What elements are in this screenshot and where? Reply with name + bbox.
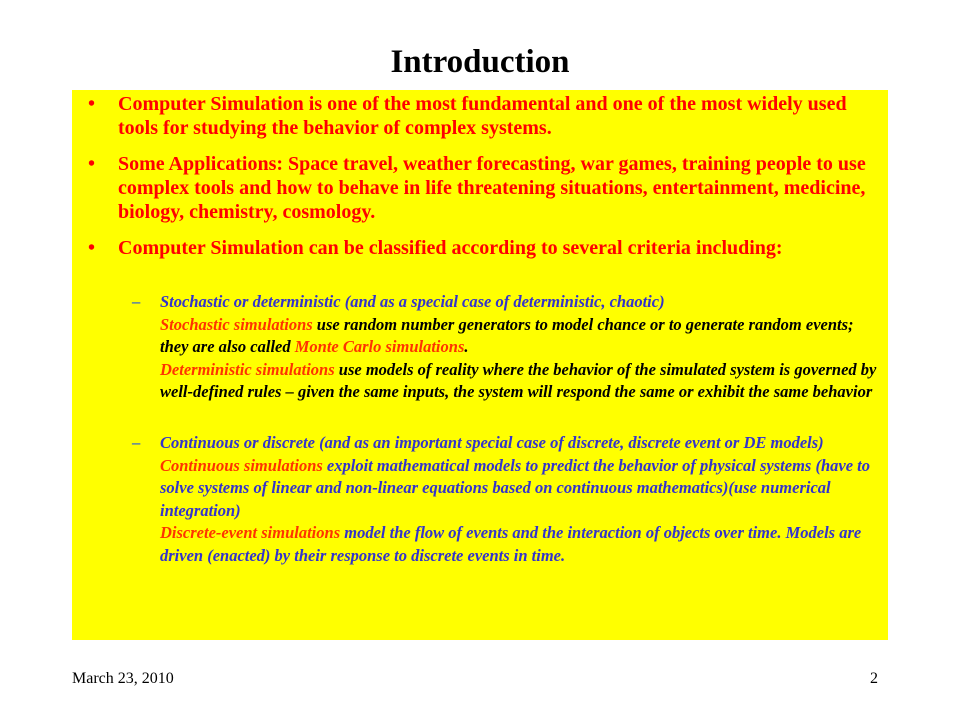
sub-item-text [160,291,880,404]
bullet-dot-icon: • [88,237,96,259]
period: . [464,337,469,356]
term-discrete-event: Discrete-event simulations [160,523,341,542]
bullet-text: Computer Simulation can be classified according to several criteria including: [118,237,783,259]
bullet-text: Computer Simulation is one of the most fundamental and one of the most widely used tools for studying the behavior of complex systems. [118,93,847,139]
dash-icon: – [132,292,141,311]
continuous-description: exploit mathematical models to predict the behavior of physical systems (have to solve systems of linear and non-linear equations based on continuous mathematics)(use numerical integration) [160,455,870,520]
term-stochastic: Stochastic simulations [160,314,313,334]
footer-date: March 23, 2010 [72,670,174,687]
footer-page-number: 2 [870,670,878,687]
discrete-event-description: model the flow of events and the interaction of objects over time. Models are driven (enacted) by their response to discrete events in time. [160,523,862,565]
content-box [72,90,888,640]
sub-item-text [160,432,880,567]
term-deterministic: Deterministic simulations [160,359,335,379]
slide-title: Introduction [390,44,570,80]
bullet-dot-icon: • [88,153,96,175]
bullet-dot-icon: • [88,93,96,115]
bullet-text: Some Applications: Space travel, weather forecasting, war games, training people to use complex tools and how to behave in life threatening situations, entertainment, medicine, biology, chemistry, cosmology. [118,153,866,223]
stochastic-description: use random number generators to model chance or to generate random events; they are also called [160,314,854,356]
term-monte-carlo: Monte Carlo simulations [294,337,465,356]
term-continuous: Continuous simulations [160,455,323,475]
dash-icon: – [132,433,141,452]
sub-heading: Stochastic or deterministic (and as a special case of deterministic, chaotic) [160,292,665,311]
deterministic-description: use models of reality where the behavior of the simulated system is governed by well-defined rules – given the same inputs, the system will respond the same or exhibit the same behavior [160,359,877,401]
sub-heading: Continuous or discrete (and as an important special case of discrete, discrete event or DE models) [160,433,824,452]
